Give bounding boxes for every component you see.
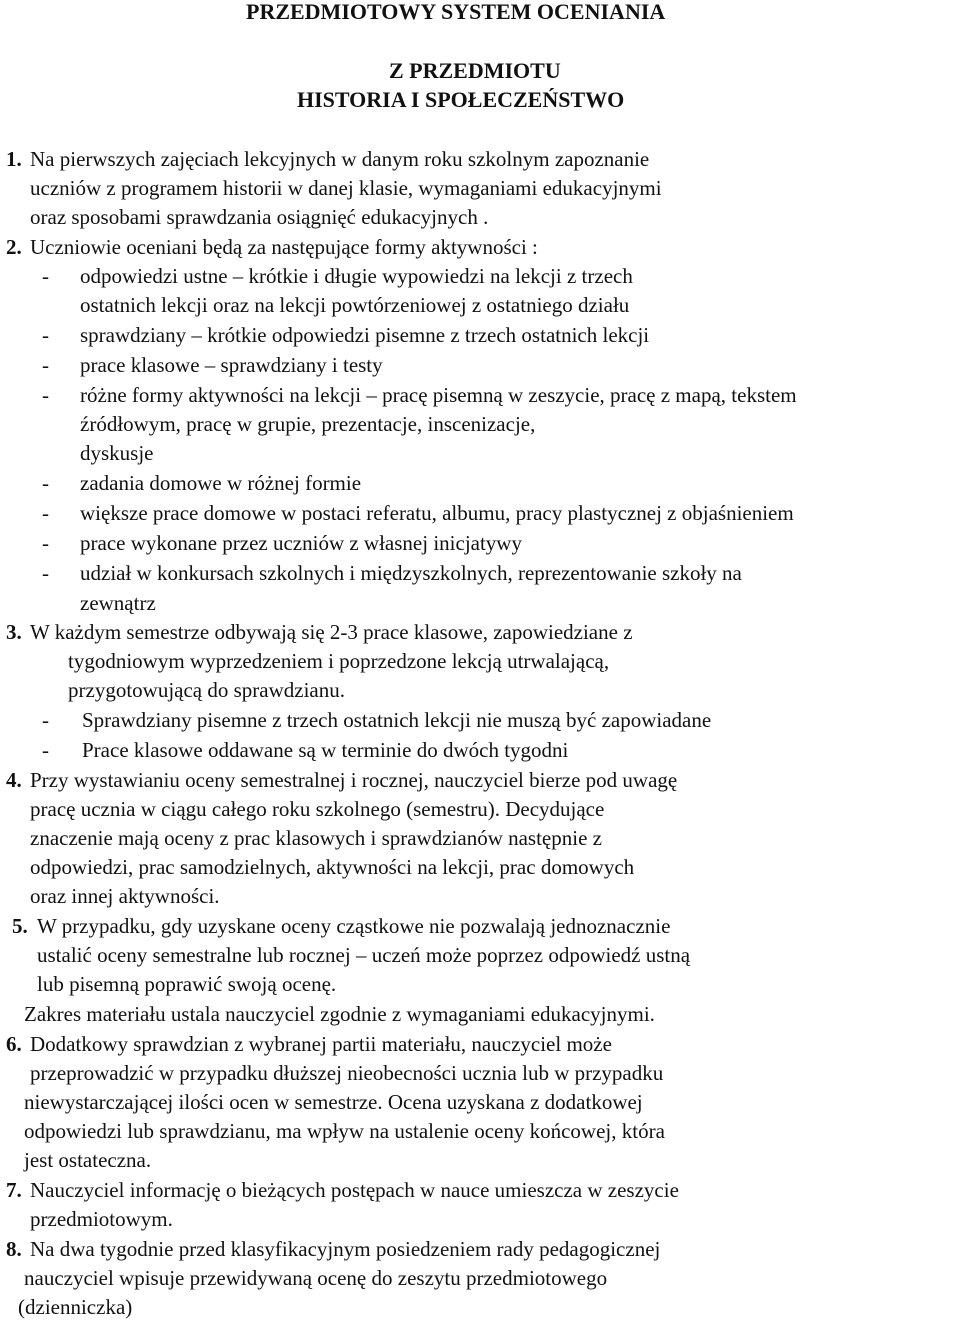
- document-title: PRZEDMIOTOWY SYSTEM OCENIANIA: [246, 0, 666, 24]
- document-subtitle-line-2: HISTORIA I SPOŁECZEŃSTWO: [297, 87, 625, 112]
- section-2-line-1: Uczniowie oceniani będą za następujące formy aktywności :: [30, 235, 538, 259]
- section-6-line-5: jest ostateczna.: [24, 1148, 152, 1172]
- section-6-line-3: niewystarczającej ilości ocen w semestrze. Ocena uzyskana z dodatkowej: [24, 1090, 643, 1114]
- list-item: prace wykonane przez uczniów z własnej inicjatywy: [80, 531, 522, 555]
- list-item-continuation: ostatnich lekcji oraz na lekcji powtórzeniowej z ostatniego działu: [80, 293, 630, 317]
- section-5-line-2: ustalić oceny semestralne lub rocznej – uczeń może poprzez odpowiedź ustną: [37, 943, 691, 967]
- list-item: zadania domowe w różnej formie: [80, 471, 362, 495]
- list-item-continuation: źródłowym, pracę w grupie, prezentacje, inscenizacje,: [80, 412, 536, 436]
- section-3-line-3: przygotowującą do sprawdzianu.: [68, 678, 345, 702]
- section-2-number: 2.: [6, 235, 22, 259]
- list-item: Prace klasowe oddawane są w terminie do dwóch tygodni: [82, 738, 569, 762]
- section-1-line-2: uczniów z programem historii w danej klasie, wymaganiami edukacyjnymi: [30, 176, 662, 200]
- section-4-line-5: oraz innej aktywności.: [30, 884, 220, 908]
- list-item: Sprawdziany pisemne z trzech ostatnich lekcji nie muszą być zapowiadane: [82, 708, 712, 732]
- section-7-line-1: Nauczyciel informację o bieżących postępach w nauce umieszcza w zeszycie: [30, 1178, 679, 1202]
- bullet-dash: -: [42, 264, 49, 288]
- section-6-line-2: przeprowadzić w przypadku dłuższej nieobecności ucznia lub w przypadku: [30, 1061, 664, 1085]
- bullet-dash: -: [42, 501, 49, 525]
- list-item: różne formy aktywności na lekcji – pracę pisemną w zeszycie, pracę z mapą, tekstem: [80, 383, 797, 407]
- bullet-dash: -: [42, 561, 49, 585]
- section-4-line-4: odpowiedzi, prac samodzielnych, aktywności na lekcji, prac domowych: [30, 855, 635, 879]
- section-8-number: 8.: [6, 1237, 22, 1261]
- list-item: prace klasowe – sprawdziany i testy: [80, 353, 383, 377]
- document-subtitle-line-1: Z PRZEDMIOTU: [389, 58, 561, 83]
- section-1-line-1: Na pierwszych zajęciach lekcyjnych w danym roku szkolnym zapoznanie: [30, 147, 650, 171]
- list-item-continuation: zewnątrz: [80, 591, 156, 615]
- list-item: sprawdziany – krótkie odpowiedzi pisemne z trzech ostatnich lekcji: [80, 323, 650, 347]
- section-7-line-2: przedmiotowym.: [30, 1207, 173, 1231]
- bullet-dash: -: [42, 708, 49, 732]
- bullet-dash: -: [42, 531, 49, 555]
- section-4-line-2: pracę ucznia w ciągu całego roku szkolnego (semestru). Decydujące: [30, 797, 605, 821]
- list-item: większe prace domowe w postaci referatu, albumu, pracy plastycznej z objaśnieniem: [80, 501, 794, 525]
- list-item: udział w konkursach szkolnych i międzyszkolnych, reprezentowanie szkoły na: [80, 561, 742, 585]
- bullet-dash: -: [42, 738, 49, 762]
- section-3-line-1: W każdym semestrze odbywają się 2-3 prace klasowe, zapowiedziane z: [30, 620, 633, 644]
- section-5-line-4: Zakres materiału ustala nauczyciel zgodnie z wymaganiami edukacyjnymi.: [24, 1002, 655, 1026]
- section-3-number: 3.: [6, 620, 22, 644]
- section-6-line-4: odpowiedzi lub sprawdzianu, ma wpływ na ustalenie oceny końcowej, która: [24, 1119, 665, 1143]
- section-8-line-3: (dzienniczka): [18, 1295, 133, 1319]
- section-1-number: 1.: [6, 147, 22, 171]
- section-1-line-3: oraz sposobami sprawdzania osiągnięć edukacyjnych .: [30, 205, 489, 229]
- bullet-dash: -: [42, 323, 49, 347]
- section-4-number: 4.: [6, 768, 22, 792]
- list-item: odpowiedzi ustne – krótkie i długie wypowiedzi na lekcji z trzech: [80, 264, 633, 288]
- bullet-dash: -: [42, 383, 49, 407]
- section-5-line-1: W przypadku, gdy uzyskane oceny cząstkowe nie pozwalają jednoznacznie: [37, 914, 671, 938]
- section-7-number: 7.: [6, 1178, 22, 1202]
- section-6-number: 6.: [6, 1032, 22, 1056]
- section-4-line-1: Przy wystawianiu oceny semestralnej i rocznej, nauczyciel bierze pod uwagę: [30, 768, 678, 792]
- section-8-line-2: nauczyciel wpisuje przewidywaną ocenę do zeszytu przedmiotowego: [24, 1266, 608, 1290]
- section-3-line-2: tygodniowym wyprzedzeniem i poprzedzone lekcją utrwalającą,: [68, 649, 610, 673]
- section-5-number: 5.: [12, 914, 28, 938]
- section-8-line-1: Na dwa tygodnie przed klasyfikacyjnym posiedzeniem rady pedagogicznej: [30, 1237, 661, 1261]
- bullet-dash: -: [42, 471, 49, 495]
- section-4-line-3: znaczenie mają oceny z prac klasowych i sprawdzianów następnie z: [30, 826, 602, 850]
- list-item-continuation: dyskusje: [80, 441, 154, 465]
- section-5-line-3: lub pisemną poprawić swoją ocenę.: [37, 972, 337, 996]
- section-6-line-1: Dodatkowy sprawdzian z wybranej partii materiału, nauczyciel może: [30, 1032, 612, 1056]
- bullet-dash: -: [42, 353, 49, 377]
